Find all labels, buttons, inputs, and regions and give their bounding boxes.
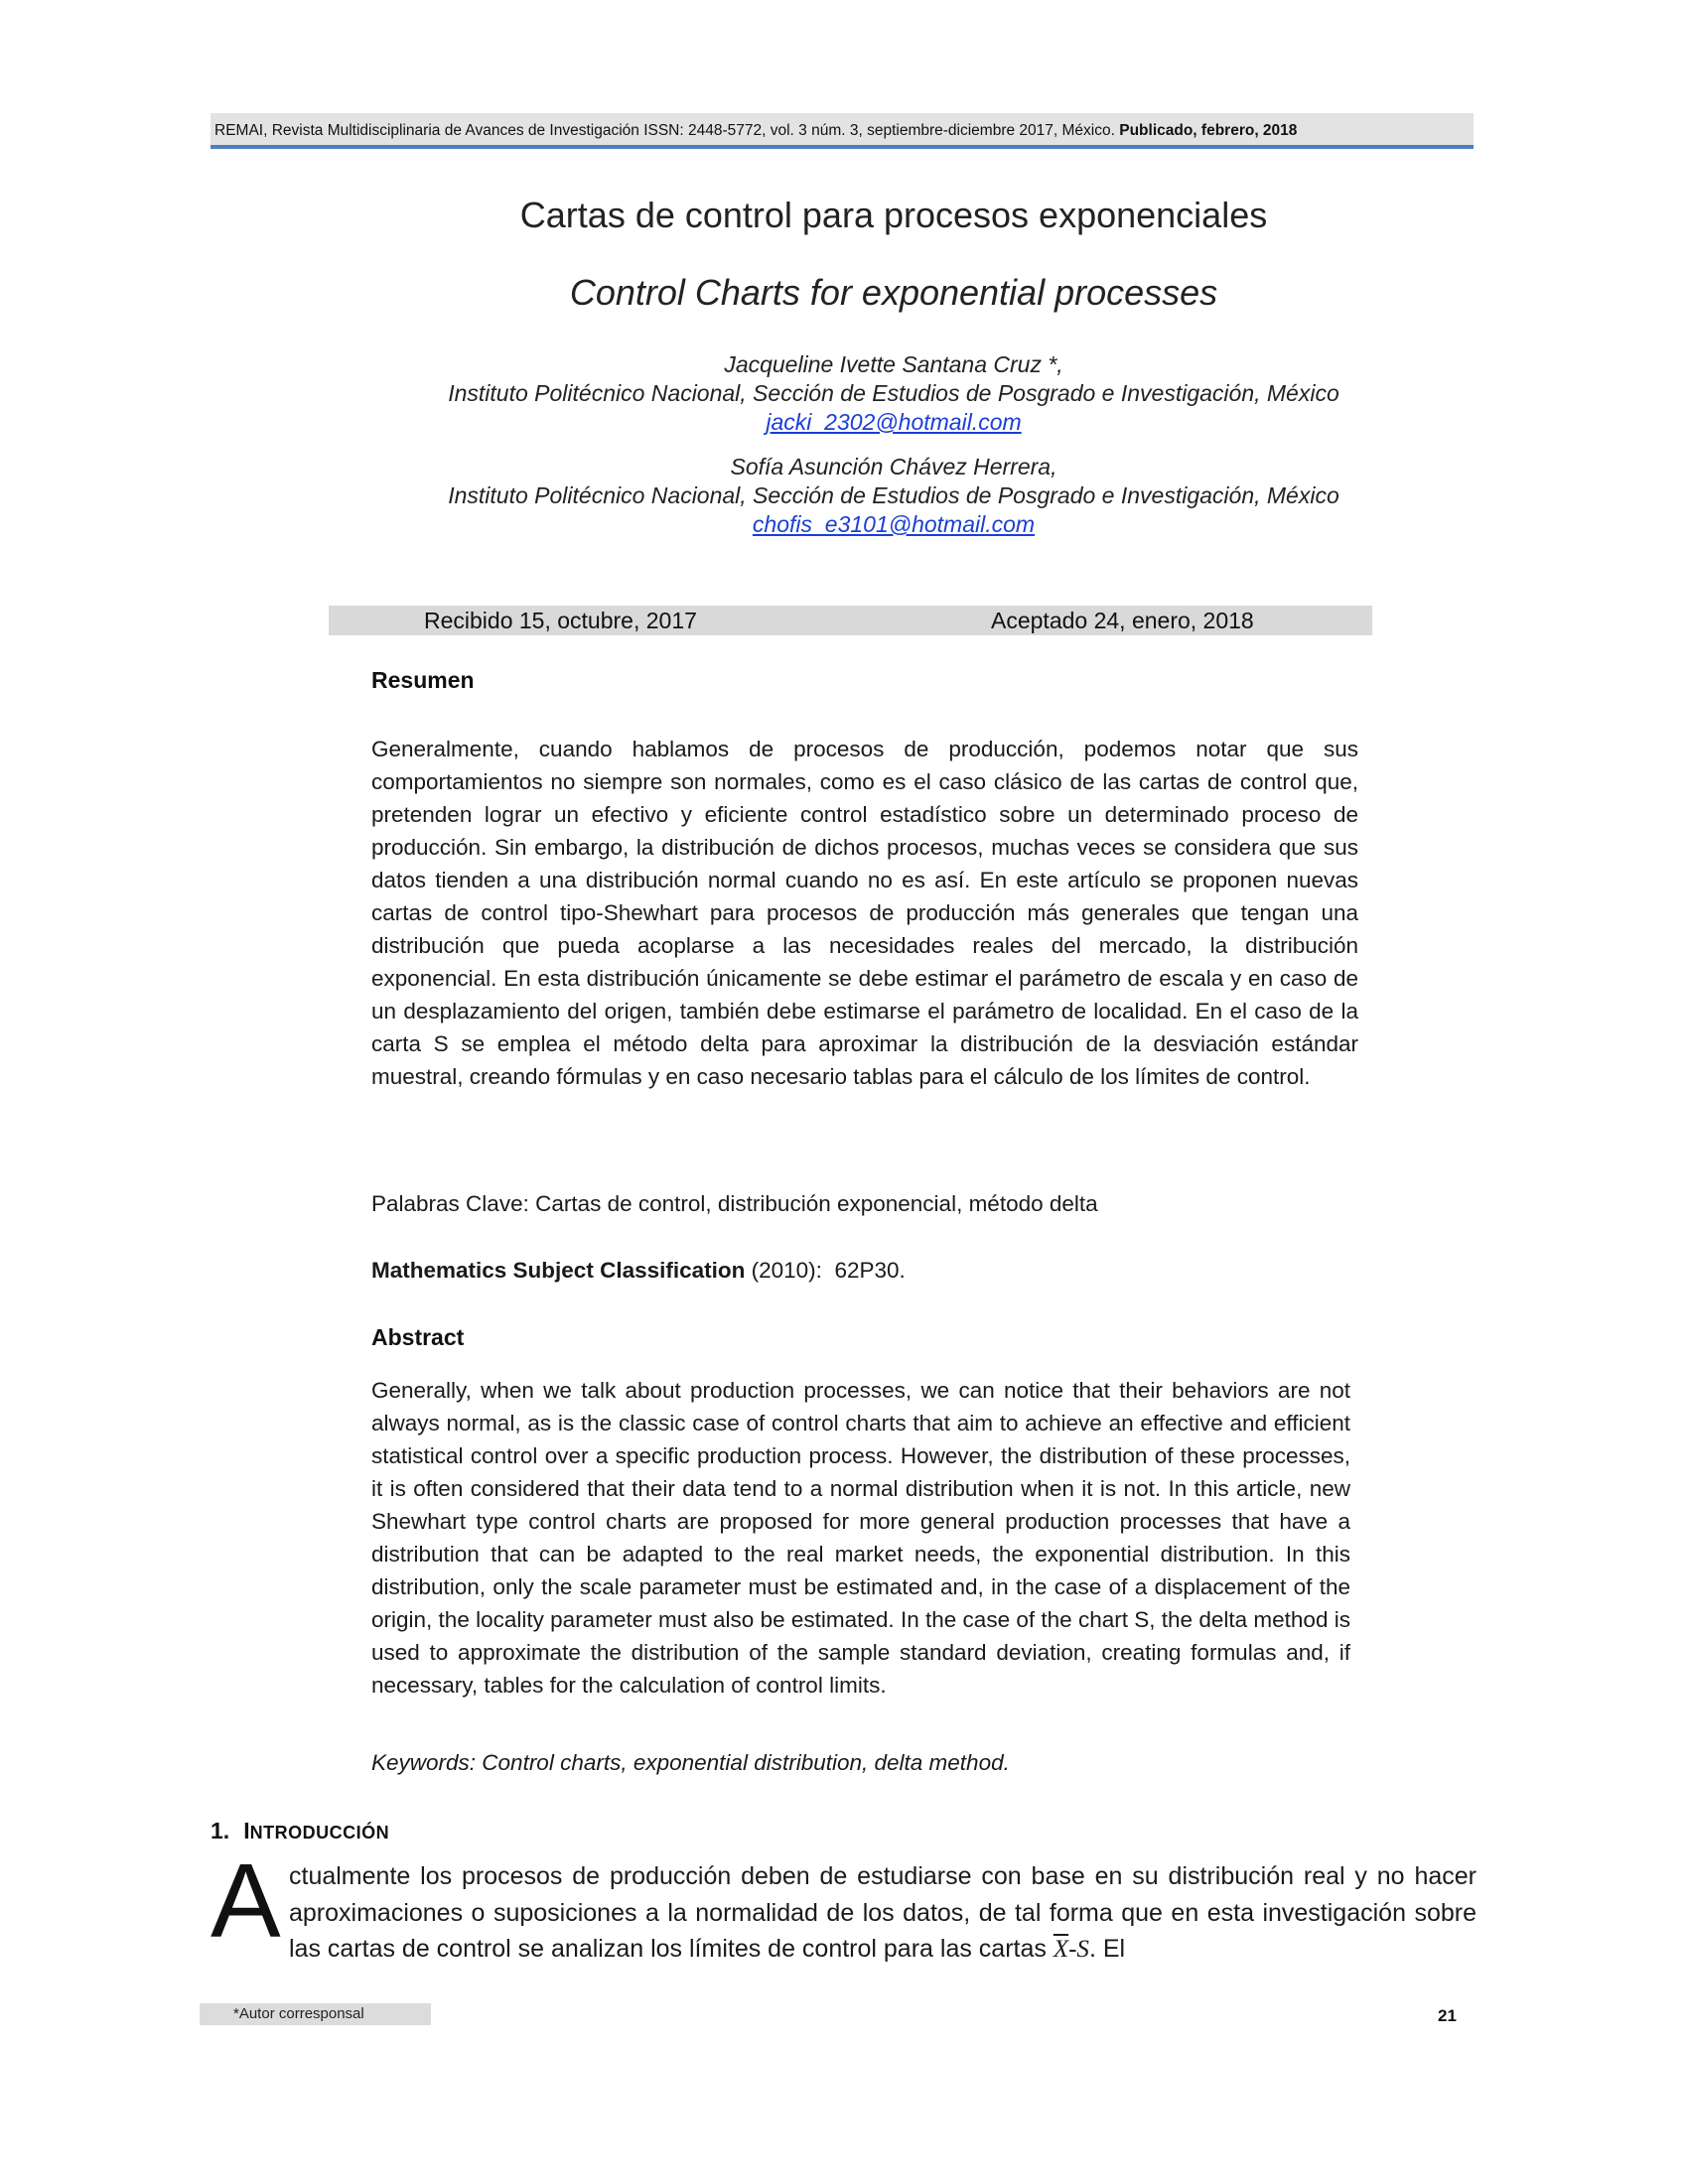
- resumen-text: Generalmente, cuando hablamos de procesos de producción, podemos notar que sus comportamientos no siempre son normales, como es el caso clásico de las cartas de control que, pretenden lograr un efectivo y eficiente control estadístico sobre un determinado proceso de producción. Sin embargo, la distribución de dichos procesos, muchas veces se considera que sus datos tienden a una distribución normal cuando no es así. En este artículo se proponen nuevas cartas de control tipo-Shewhart para procesos de producción más generales que tengan una distribución que pueda acoplarse a las necesidades reales del mercado, la distribución exponencial. En esta distribución únicamente se debe estimar el parámetro de escala y en caso de un desplazamiento del origen, también debe estimarse el parámetro de localidad. En el caso de la carta S se emplea el método delta para aproximar la distribución de la desviación estándar muestral, creando fórmulas y en caso necesario tablas para el cálculo de los límites de control.: [371, 737, 1358, 1089]
- msc-year: (2010):: [751, 1258, 822, 1283]
- drop-cap: A: [211, 1843, 281, 1960]
- footnote: *Autor corresponsal: [200, 2003, 431, 2025]
- author-name: Jacqueline Ivette Santana Cruz *,: [724, 351, 1063, 377]
- title-english: Control Charts for exponential processes: [569, 272, 1218, 313]
- author-block-2: [211, 453, 1577, 539]
- author-email-link[interactable]: chofis_e3101@hotmail.com: [752, 511, 1036, 537]
- abstract-text: Generally, when we talk about production processes, we can notice that their behaviors are not always normal, as is the classic case of control charts that aim to achieve an effective and efficient statistical control over a specific production process. However, the distribution of these processes, it is often considered that their data tend to a normal distribution when it is not. In this article, new Shewhart type control charts are proposed for more general production processes that have a distribution that can be adapted to the real market needs, the exponential distribution. In this distribution, only the scale parameter must be estimated and, in the case of a displacement of the origin, the locality parameter must also be estimated. In the case of the chart S, the delta method is used to approximate the distribution of the sample standard deviation, creating formulas and, if necessary, tables for the calculation of control limits.: [371, 1378, 1350, 1698]
- dates-bar: [329, 606, 1372, 635]
- section-title-rest: NTRODUCCIÓN: [249, 1823, 390, 1843]
- author-name: Sofía Asunción Chávez Herrera,: [730, 454, 1057, 479]
- resumen-heading: Resumen: [371, 667, 475, 693]
- msc-label: Mathematics Subject Classification: [371, 1258, 746, 1283]
- msc-code: 62P30.: [834, 1258, 906, 1283]
- keywords: Keywords: Control charts, exponential distribution, delta method.: [371, 1750, 1010, 1775]
- author-block-1: [211, 350, 1577, 437]
- palabras-clave: Palabras Clave: Cartas de control, distribución exponencial, método delta: [371, 1191, 1098, 1216]
- journal-info: REMAI, Revista Multidisciplinaria de Avances de Investigación ISSN: 2448-5772, vol. 3 núm. 3, septiembre-diciembre 2017, México.: [214, 122, 1115, 139]
- section-title-initial: I: [243, 1818, 250, 1843]
- math-xbar: $\overline{X}$: [1053, 1936, 1069, 1963]
- page-number: 21: [1438, 2006, 1457, 2025]
- title-spanish: Cartas de control para procesos exponenciales: [519, 195, 1268, 235]
- author-affiliation: Instituto Politécnico Nacional, Sección de Estudios de Posgrado e Investigación, México: [448, 482, 1339, 508]
- section-heading-introduccion: [211, 1818, 389, 1844]
- section-number: 1.: [211, 1818, 230, 1843]
- math-formula: [1054, 1936, 1089, 1963]
- math-s: -S: [1068, 1936, 1089, 1963]
- received-date: Recibido 15, octubre, 2017: [424, 608, 697, 633]
- intro-text-end: . El: [1088, 1935, 1126, 1963]
- accepted-date: Aceptado 24, enero, 2018: [991, 608, 1254, 633]
- abstract-heading: Abstract: [371, 1324, 465, 1350]
- published-date: Publicado, febrero, 2018: [1119, 122, 1298, 139]
- author-email-link[interactable]: jacki_2302@hotmail.com: [766, 409, 1022, 435]
- author-affiliation: Instituto Politécnico Nacional, Sección de Estudios de Posgrado e Investigación, México: [448, 380, 1339, 406]
- intro-paragraph: [289, 1858, 1477, 1969]
- intro-text-start: ctualmente los procesos de producción deben de estudiarse con base en su distribución real y no hacer aproximaciones o suposiciones a la normalidad de los datos, de tal forma que en esta investigación sobre las cartas de control se analizan los límites de control para las cartas: [289, 1862, 1477, 1963]
- running-header: [211, 113, 1474, 149]
- msc-line: [371, 1258, 1356, 1284]
